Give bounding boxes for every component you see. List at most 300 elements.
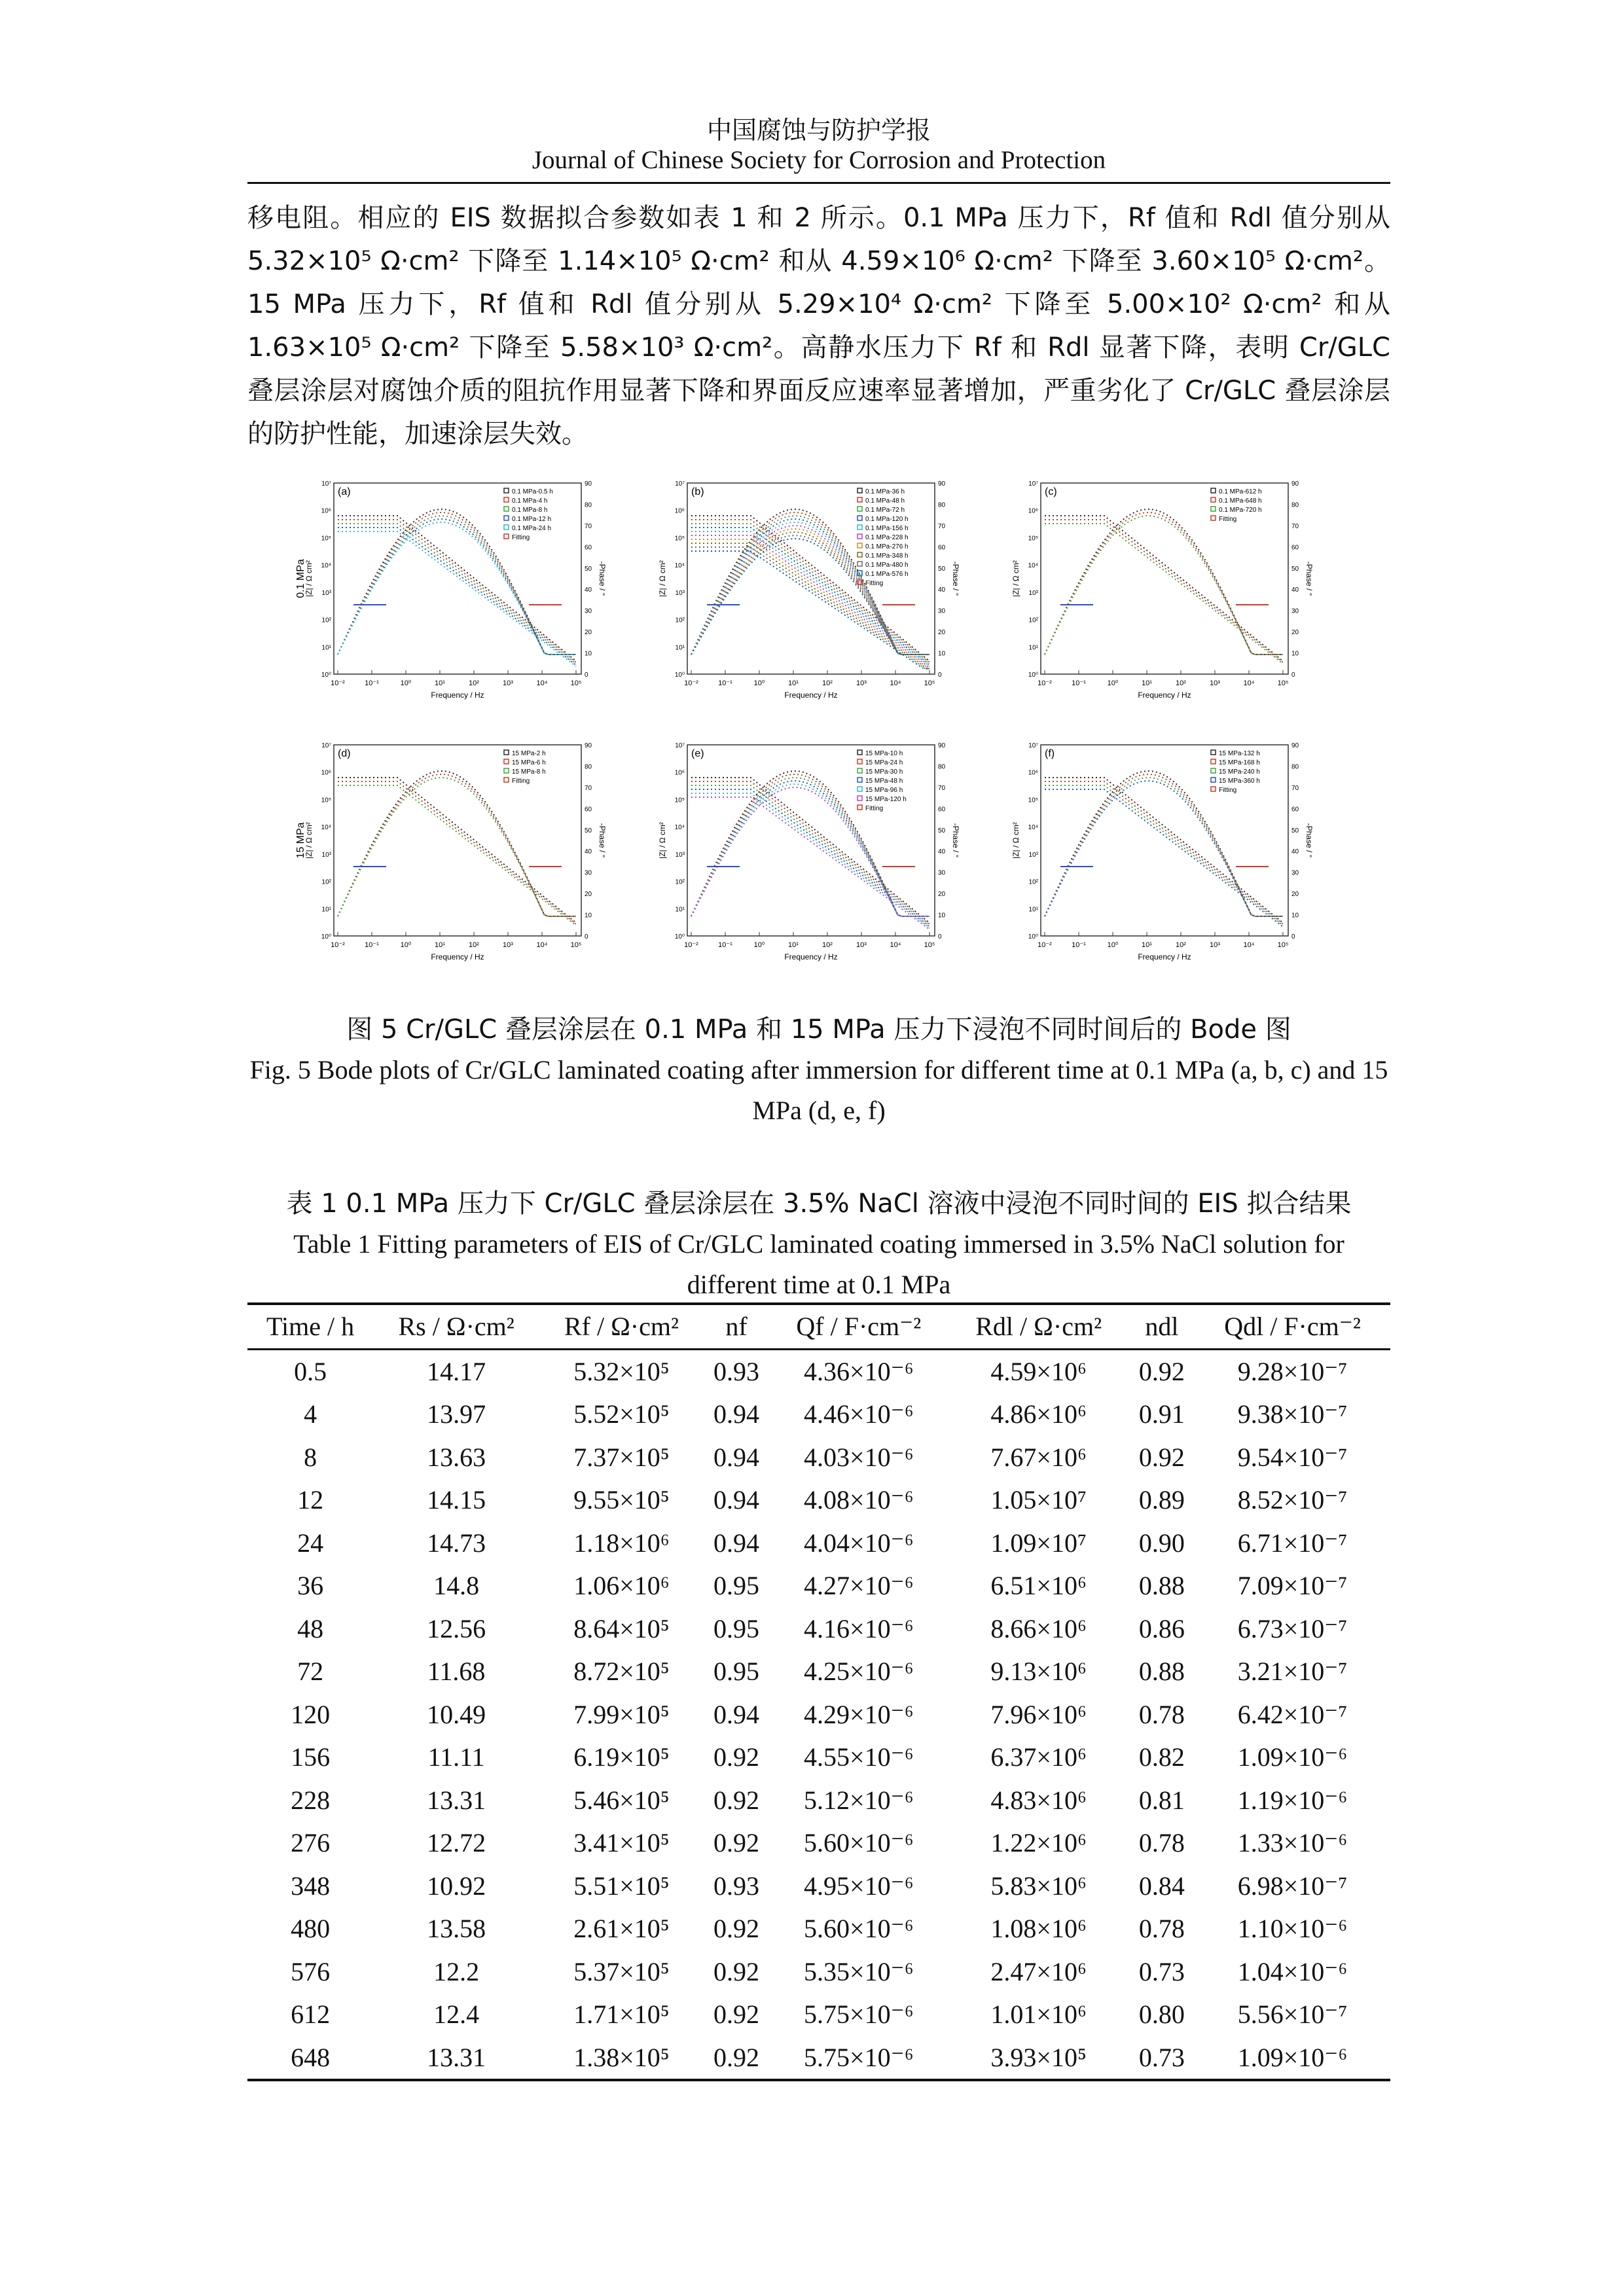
table-cell: 4.25×10⁻⁶ [804,1657,914,1687]
right-tick-label: 50 [938,827,946,834]
right-tick-label: 70 [938,522,946,530]
panel-label: (b) [691,486,704,497]
right-tick-label: 70 [1291,522,1299,530]
table-cell: 4.27×10⁻⁶ [804,1571,914,1601]
right-tick-label: 80 [585,763,592,771]
x-tick-label: 10⁴ [890,941,901,949]
table-cell: 228 [291,1785,331,1815]
x-tick-label: 10⁻² [1038,941,1052,949]
table-row [247,1436,1390,1479]
table-row [247,1736,1390,1779]
x-tick-label: 10¹ [788,941,799,949]
left-tick-label: 10⁵ [674,797,685,804]
x-tick-label: 10⁻² [684,941,698,949]
table-cell: 3.21×10⁻⁷ [1237,1657,1348,1687]
table-cell: 0.93 [713,1356,759,1386]
table-cell: 4.04×10⁻⁶ [804,1528,914,1558]
left-tick-label: 10⁷ [321,480,331,488]
table-cell: 0.92 [713,1956,759,1986]
right-tick-label: 10 [1291,650,1299,658]
table-cell: 1.04×10⁻⁶ [1237,1956,1348,1986]
table-cell: 612 [291,2000,331,2030]
col-time: Time / h [266,1312,355,1342]
y-axis-label: |Z| / Ω cm² [1011,822,1020,859]
left-tick-label: 10⁰ [321,672,331,679]
table-cell: 8.64×10⁵ [573,1613,670,1643]
legend-entry: 0.1 MPa-228 h [865,534,909,541]
x-tick-label: 10⁴ [536,941,548,949]
y-axis-label-right: -Phase / ° [1305,561,1314,596]
right-tick-label: 90 [938,480,946,488]
figure-5 [295,471,1331,995]
right-tick-label: 60 [938,806,946,814]
table-cell: 4.59×10⁶ [990,1356,1087,1386]
table-cell: 10.92 [427,1871,486,1901]
table-cell: 1.18×10⁶ [573,1528,670,1558]
left-tick-label: 10⁶ [321,507,331,515]
left-tick-label: 10⁷ [1028,742,1038,749]
table-cell: 0.82 [1138,1742,1185,1772]
table-cell: 3.41×10⁵ [573,1828,670,1858]
body-text [247,196,1390,456]
panel-e [653,733,961,975]
table-cell: 5.83×10⁶ [990,1871,1087,1901]
table-cell: 4.29×10⁻⁶ [804,1699,914,1729]
table-cell: 1.19×10⁻⁶ [1237,1785,1348,1815]
right-tick-label: 60 [938,544,946,552]
table-cell: 1.71×10⁵ [573,2000,670,2030]
table-cell: 2.47×10⁶ [990,1956,1087,1986]
x-tick-label: 10² [822,679,833,687]
x-tick-label: 10³ [856,941,867,949]
x-tick-label: 10⁴ [536,679,548,687]
table-cell: 7.99×10⁵ [573,1699,670,1729]
table-cell: 11.11 [427,1742,485,1772]
table-row [247,1650,1390,1693]
left-tick-label: 10⁶ [1028,507,1038,515]
table-cell: 5.75×10⁻⁶ [804,2042,914,2072]
table-cell: 13.31 [427,1785,486,1815]
table-cell: 0.78 [1138,1699,1185,1729]
left-tick-label: 10⁷ [675,742,685,749]
x-tick-label: 10⁴ [1243,941,1255,949]
y-axis-label-right: -Phase / ° [951,823,960,858]
table-cell: 576 [291,1956,331,1986]
left-tick-label: 10⁷ [1028,480,1038,488]
right-tick-label: 10 [1291,912,1299,920]
table-cell: 3.93×10⁵ [990,2042,1087,2072]
table-cell: 14.17 [427,1356,486,1386]
table-cell: 4.86×10⁶ [990,1399,1087,1429]
right-tick-label: 60 [585,806,592,814]
row-label: 0.1 MPa [295,559,306,598]
left-tick-label: 10² [675,617,685,624]
legend-entry: 0.1 MPa-120 h [865,516,909,523]
x-tick-label: 10² [469,941,479,949]
left-tick-label: 10² [1028,617,1038,624]
table-cell: 5.35×10⁻⁶ [804,1956,914,1986]
x-tick-label: 10⁵ [924,679,935,687]
x-tick-label: 10⁻¹ [365,679,379,687]
left-tick-label: 10⁶ [674,769,685,777]
left-tick-label: 10⁵ [674,535,685,543]
y-axis-label: |Z| / Ω cm² [1011,560,1020,597]
table-row [247,1479,1390,1522]
left-tick-label: 10² [321,617,331,624]
left-tick-label: 10⁴ [674,562,685,570]
legend-entry: 0.1 MPa-348 h [865,552,909,560]
table-cell: 8 [304,1442,317,1472]
table-cell: 1.05×10⁷ [990,1485,1087,1515]
right-tick-label: 50 [938,565,946,573]
table-cell: 14.73 [427,1528,486,1558]
y-axis-label-right: -Phase / ° [598,823,607,858]
table-row [247,1865,1390,1908]
table-cell: 9.28×10⁻⁷ [1237,1356,1348,1386]
table-cell: 0.94 [713,1485,759,1515]
panel-f-plot [1007,733,1314,975]
x-tick-label: 10² [469,679,479,687]
x-tick-label: 10³ [856,679,867,687]
x-tick-label: 10⁵ [570,679,582,687]
y-axis-label: |Z| / Ω cm² [304,560,314,597]
table-cell: 24 [297,1528,324,1558]
x-axis-label: Frequency / Hz [1138,952,1191,961]
table-cell: 5.46×10⁵ [573,1785,670,1815]
table-cell: 348 [291,1871,331,1901]
left-tick-label: 10³ [1028,851,1038,859]
right-tick-label: 40 [1291,848,1299,856]
table-title-cn: 表 1 0.1 MPa 压力下 Cr/GLC 叠层涂层在 3.5% NaCl 溶液中浸泡不同时间的 EIS 拟合结果 [286,1189,1352,1219]
table-cell: 8.72×10⁵ [573,1657,670,1687]
left-tick-label: 10⁷ [321,742,331,749]
legend-entry: 0.1 MPa-480 h [865,562,909,569]
legend-entry: Fitting [1219,516,1237,523]
left-tick-label: 10⁵ [321,535,331,543]
right-tick-label: 40 [1291,586,1299,594]
left-tick-label: 10⁶ [321,769,331,777]
right-tick-label: 30 [585,607,592,615]
right-tick-label: 30 [585,869,592,877]
right-tick-label: 10 [938,912,946,920]
legend-entry: 0.1 MPa-48 h [865,497,905,505]
legend-entry: 0.1 MPa-12 h [512,516,552,523]
table-cell: 6.98×10⁻⁷ [1237,1871,1348,1901]
left-tick-label: 10⁴ [1028,824,1038,832]
table-cell: 0.95 [713,1613,759,1643]
x-tick-label: 10⁰ [400,941,412,949]
table-cell: 0.94 [713,1442,759,1472]
x-tick-label: 10² [822,941,833,949]
x-tick-label: 10⁵ [924,941,935,949]
table-cell: 0.94 [713,1528,759,1558]
left-tick-label: 10⁴ [321,562,331,570]
right-tick-label: 60 [1291,544,1299,552]
col-rdl: Rdl / Ω·cm² [975,1312,1102,1342]
table-cell: 6.19×10⁵ [573,1742,670,1772]
col-qdl: Qdl / F·cm⁻² [1224,1312,1361,1342]
x-tick-label: 10¹ [435,679,445,687]
right-tick-label: 90 [938,742,946,749]
right-tick-label: 20 [1291,629,1299,637]
col-ndl: ndl [1145,1312,1179,1342]
legend-entry: 15 MPa-48 h [865,778,903,785]
table-cell: 12.4 [433,2000,480,2030]
left-tick-label: 10¹ [1028,644,1038,652]
table-cell: 0.92 [713,1742,759,1772]
right-tick-label: 50 [585,827,592,834]
table-cell: 6.37×10⁶ [990,1742,1087,1772]
x-tick-label: 10³ [1210,941,1220,949]
right-tick-label: 0 [1291,933,1295,941]
x-tick-label: 10³ [1210,679,1220,687]
legend-entry: Fitting [865,580,884,587]
right-tick-label: 40 [938,586,946,594]
table-cell: 480 [291,1914,331,1944]
table-row [247,1907,1390,1950]
right-tick-label: 20 [585,629,592,637]
legend-entry: 0.1 MPa-720 h [1219,507,1262,514]
left-tick-label: 10³ [321,589,331,597]
table-cell: 2.61×10⁵ [573,1914,670,1944]
legend-entry: 0.1 MPa-72 h [865,507,905,514]
row-label: 15 MPa [295,822,306,859]
panel-c [1007,471,1314,713]
left-tick-label: 10¹ [321,644,331,652]
table-cell: 0.5 [294,1356,327,1386]
x-tick-label: 10³ [503,941,513,949]
y-axis-label-right: -Phase / ° [598,561,607,596]
left-tick-label: 10⁴ [674,824,685,832]
x-tick-label: 10¹ [788,679,799,687]
right-tick-label: 40 [585,848,592,856]
table-cell: 9.54×10⁻⁷ [1237,1442,1348,1472]
panel-e-plot [653,733,961,975]
legend-entry: 0.1 MPa-576 h [865,571,909,578]
x-tick-label: 10⁻¹ [718,679,732,687]
legend-entry: Fitting [865,805,884,812]
panel-label: (d) [338,748,351,759]
x-tick-label: 10⁻² [684,679,698,687]
table-cell: 13.31 [427,2042,486,2072]
x-tick-label: 10⁵ [570,941,582,949]
table-cell: 5.37×10⁵ [573,1956,670,1986]
left-tick-label: 10¹ [321,906,331,914]
table-cell: 648 [291,2042,331,2072]
right-tick-label: 70 [585,784,592,792]
table-cell: 4.95×10⁻⁶ [804,1871,914,1901]
table-cell: 1.08×10⁶ [990,1914,1087,1944]
table-cell: 0.92 [1138,1356,1185,1386]
table-cell: 7.67×10⁶ [990,1442,1087,1472]
table-cell: 10.49 [427,1699,486,1729]
right-tick-label: 70 [585,522,592,530]
y-axis-label: |Z| / Ω cm² [658,822,667,859]
x-axis-label: Frequency / Hz [431,952,484,961]
left-tick-label: 10³ [675,589,685,597]
x-axis-label: Frequency / Hz [1138,691,1191,700]
x-tick-label: 10⁻² [331,679,345,687]
table-cell: 0.95 [713,1571,759,1601]
left-tick-label: 10³ [1028,589,1038,597]
table-row [247,1779,1390,1822]
table-cell: 0.90 [1138,1528,1185,1558]
panel-label: (e) [691,748,704,759]
right-tick-label: 30 [1291,869,1299,877]
table-cell: 4.03×10⁻⁶ [804,1442,914,1472]
left-tick-label: 10⁶ [674,507,685,515]
right-tick-label: 50 [1291,565,1299,573]
right-tick-label: 40 [585,586,592,594]
table-cell: 156 [291,1742,331,1772]
legend-entry: 15 MPa-120 h [865,796,907,803]
legend-entry: 15 MPa-24 h [865,759,903,766]
table-cell: 1.10×10⁻⁶ [1237,1914,1348,1944]
left-tick-label: 10¹ [1028,906,1038,914]
x-axis-label: Frequency / Hz [784,952,838,961]
right-tick-label: 30 [1291,607,1299,615]
legend-entry: 15 MPa-2 h [512,750,546,757]
y-axis-label-right: -Phase / ° [1305,823,1314,858]
table-cell: 5.60×10⁻⁶ [804,1828,914,1858]
x-axis-label: Frequency / Hz [431,691,484,700]
x-tick-label: 10¹ [1142,941,1152,949]
x-tick-label: 10⁴ [1243,679,1255,687]
left-tick-label: 10⁰ [321,933,331,941]
table-cell: 14.15 [427,1485,486,1515]
table-cell: 276 [291,1828,331,1858]
right-tick-label: 90 [585,742,592,749]
table-cell: 0.93 [713,1871,759,1901]
legend-entry: 15 MPa-132 h [1219,750,1260,757]
table-cell: 0.80 [1138,2000,1185,2030]
left-tick-label: 10⁷ [675,480,685,488]
table-cell: 0.94 [713,1699,759,1729]
table-cell: 7.37×10⁵ [573,1442,670,1472]
right-tick-label: 40 [938,848,946,856]
right-tick-label: 60 [1291,806,1299,814]
panel-label: (f) [1045,748,1055,759]
panel-a [295,471,607,713]
legend-entry: 0.1 MPa-24 h [512,525,552,532]
left-tick-label: 10⁵ [321,797,331,804]
legend-entry: 15 MPa-96 h [865,787,903,794]
panel-b [653,471,961,713]
table-cell: 4.83×10⁶ [990,1785,1087,1815]
table-cell: 0.92 [713,2042,759,2072]
right-tick-label: 10 [938,650,946,658]
right-tick-label: 0 [585,933,588,941]
table-cell: 0.81 [1138,1785,1185,1815]
left-tick-label: 10² [675,878,685,886]
legend-entry: 0.1 MPa-0.5 h [512,488,553,495]
left-tick-label: 10¹ [675,644,685,652]
journal-title-cn: 中国腐蚀与防护学报 [706,116,931,145]
table-cell: 0.92 [713,1785,759,1815]
table-cell: 7.96×10⁶ [990,1699,1087,1729]
x-tick-label: 10⁵ [1277,941,1289,949]
table-cell: 5.51×10⁵ [573,1871,670,1901]
col-rf: Rf / Ω·cm² [564,1312,679,1342]
table-row [247,1821,1390,1865]
legend-entry: Fitting [512,778,530,785]
panel-a-plot [295,471,607,713]
table-cell: 72 [297,1657,324,1687]
table-cell: 5.12×10⁻⁶ [804,1785,914,1815]
right-tick-label: 80 [938,763,946,771]
x-tick-label: 10⁴ [890,679,901,687]
table-cell: 1.06×10⁶ [573,1571,670,1601]
x-tick-label: 10⁰ [753,941,765,949]
table-cell: 0.92 [1138,1442,1185,1472]
x-tick-label: 10⁻² [331,941,345,949]
left-tick-label: 10⁵ [1028,535,1038,543]
table-cell: 11.68 [427,1657,486,1687]
table-cell: 6.42×10⁻⁷ [1237,1699,1348,1729]
y-axis-label-right: -Phase / ° [951,561,960,596]
table-cell: 5.56×10⁻⁷ [1237,2000,1348,2030]
legend-entry: 15 MPa-30 h [865,768,903,776]
figure-caption-cn: 图 5 Cr/GLC 叠层涂层在 0.1 MPa 和 15 MPa 压力下浸泡不同时间后的 Bode 图 [346,1014,1291,1045]
table-cell: 12.72 [427,1828,486,1858]
table-cell: 0.78 [1138,1828,1185,1858]
table-cell: 14.8 [433,1571,480,1601]
table-cell: 1.09×10⁷ [990,1528,1087,1558]
legend-entry: 0.1 MPa-36 h [865,488,905,495]
table-cell: 5.75×10⁻⁶ [804,2000,914,2030]
right-tick-label: 90 [585,480,592,488]
right-tick-label: 80 [1291,763,1299,771]
table-cell: 0.73 [1138,1956,1185,1986]
table-cell: 13.97 [427,1399,486,1429]
legend-entry: 15 MPa-6 h [512,759,546,766]
table-cell: 12.56 [427,1613,486,1643]
left-tick-label: 10² [321,878,331,886]
panel-d [295,733,607,975]
table-row [247,1950,1390,1994]
x-tick-label: 10⁻¹ [1072,679,1086,687]
table-cell: 1.33×10⁻⁶ [1237,1828,1348,1858]
x-tick-label: 10⁻¹ [718,941,732,949]
right-tick-label: 90 [1291,742,1299,749]
x-tick-label: 10⁻¹ [365,941,379,949]
panel-label: (c) [1045,486,1057,497]
table-row [247,1993,1390,2036]
table-cell: 4.16×10⁻⁶ [804,1613,914,1643]
left-tick-label: 10⁰ [1028,933,1038,941]
table-cell: 0.91 [1138,1399,1185,1429]
right-tick-label: 20 [938,891,946,899]
legend-entry: 0.1 MPa-8 h [512,507,548,514]
table-cell: 1.09×10⁻⁶ [1237,1742,1348,1772]
table-cell: 13.58 [427,1914,486,1944]
right-tick-label: 20 [1291,891,1299,899]
eis-table [247,1302,1390,2081]
left-tick-label: 10⁰ [674,672,685,679]
right-tick-label: 80 [938,501,946,509]
table-cell: 4.46×10⁻⁶ [804,1399,914,1429]
right-tick-label: 50 [1291,827,1299,834]
right-tick-label: 30 [938,607,946,615]
x-tick-label: 10² [1176,941,1186,949]
table-cell: 0.92 [713,2000,759,2030]
right-tick-label: 30 [938,869,946,877]
table-cell: 0.89 [1138,1485,1185,1515]
figure-caption-en: Fig. 5 Bode plots of Cr/GLC laminated coating after immersion for different time at 0.1 MPa (a, b, c) and 15 MPa (d, e, f) [249,1055,1388,1125]
table-cell: 1.01×10⁶ [990,2000,1087,2030]
right-tick-label: 0 [1291,672,1295,679]
table-cell: 48 [297,1613,324,1643]
